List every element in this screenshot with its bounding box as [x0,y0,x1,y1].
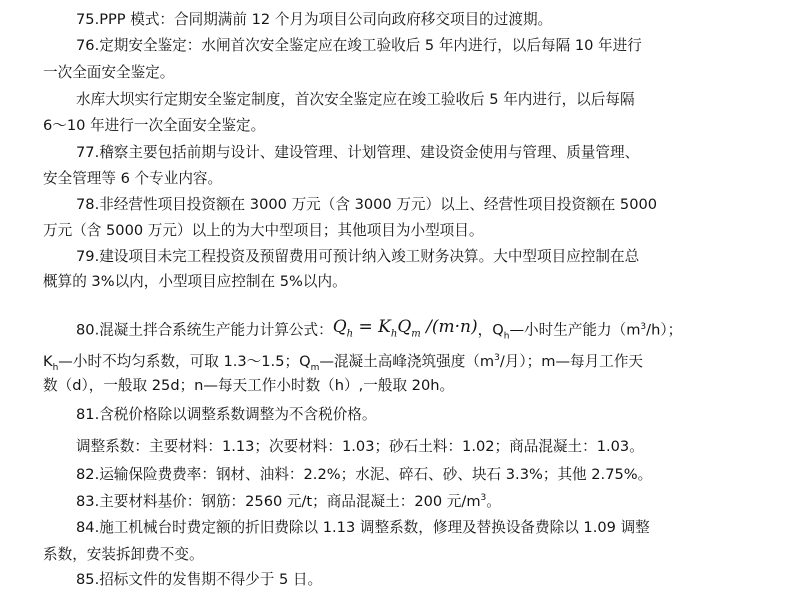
item-79-line-1: 79.建设项目未完工程投资及预留费用可预计纳入竣工财务决算。大中型项目应控制在总 [76,248,640,265]
item-75-line-1: 75.PPP 模式：合同期满前 12 个月为项目公司向政府移交项目的过渡期。 [76,11,553,28]
item-77-line-2: 安全管理等 6 个专业内容。 [43,170,223,187]
item-77-line-1: 77.稽察主要包括前期与设计、建设管理、计划管理、建设资金使用与管理、质量管理、 [76,144,640,161]
item-78-line-1: 78.非经营性项目投资额在 3000 万元（含 3000 万元）以上、经营性项目投资额在 5000 [76,196,658,213]
item-79-line-2: 概算的 3%以内，小型项目应控制在 5%以内。 [43,273,347,290]
item-80-line-2: $K_h—$小时不均匀系数，可取 1.3～1.5；$Q_m—$混凝土高峰浇筑强度（$m^3/$月）；m—每月工作天 [43,353,644,373]
item-84-line-2: 系数，安装拆卸费不变。 [43,546,204,563]
item-78-line-2: 万元（含 5000 万元）以上的为大中型项目；其他项目为小型项目。 [43,222,484,239]
item-80-prefix: 80.混凝土拌合系统生产能力计算公式： [76,321,333,339]
item-85-line-1: 85.招标文件的发售期不得少于 5 日。 [76,571,323,588]
item-84-line-1: 84.施工机械台时费定额的折旧费除以 1.13 调整系数，修理及替换设备费除以 1.09 调整 [76,519,650,536]
item-80-line-1: 80.混凝土拌合系统生产能力计算公式：$Q_h = K_hQ_m$ /(m·n)，$Q_h—$小时生产能力$(m^3/h)$； [76,312,682,342]
item-76-para2-line-1: 水库大坝实行定期安全鉴定制度，首次安全鉴定应在竣工验收后 5 年内进行，以后每隔 [76,91,635,108]
item-81-line-2: 调整系数：主要材料：1.13；次要材料：1.03；砂石土料：1.02；商品混凝土：1.03。 [76,438,644,455]
item-83-line-1: 83.主要材料基价：钢筋：2560 元/t；商品混凝土：200 元$/m^3$。 [76,493,501,510]
capacity-formula: $Q_h = K_hQ_m$ /(m·n) [332,317,478,340]
item-80-line-3: 数（d），一般取 25d；n—每天工作小时数（h）,一般取 20h。 [43,377,455,394]
item-76-line-1: 76.定期安全鉴定：水闸首次安全鉴定应在竣工验收后 5 年内进行，以后每隔 10 年进行 [76,37,642,54]
item-81-line-1: 81.含税价格除以调整系数调整为不含税价格。 [76,406,377,423]
item-76-para2-line-2: 6～10 年进行一次全面安全鉴定。 [43,117,266,134]
item-76-line-2: 一次全面安全鉴定。 [43,64,175,81]
item-82-line-1: 82.运输保险费费率：钢材、油料：2.2%；水泥、碎石、砂、块石 3.3%；其他 2.75%。 [76,466,653,483]
